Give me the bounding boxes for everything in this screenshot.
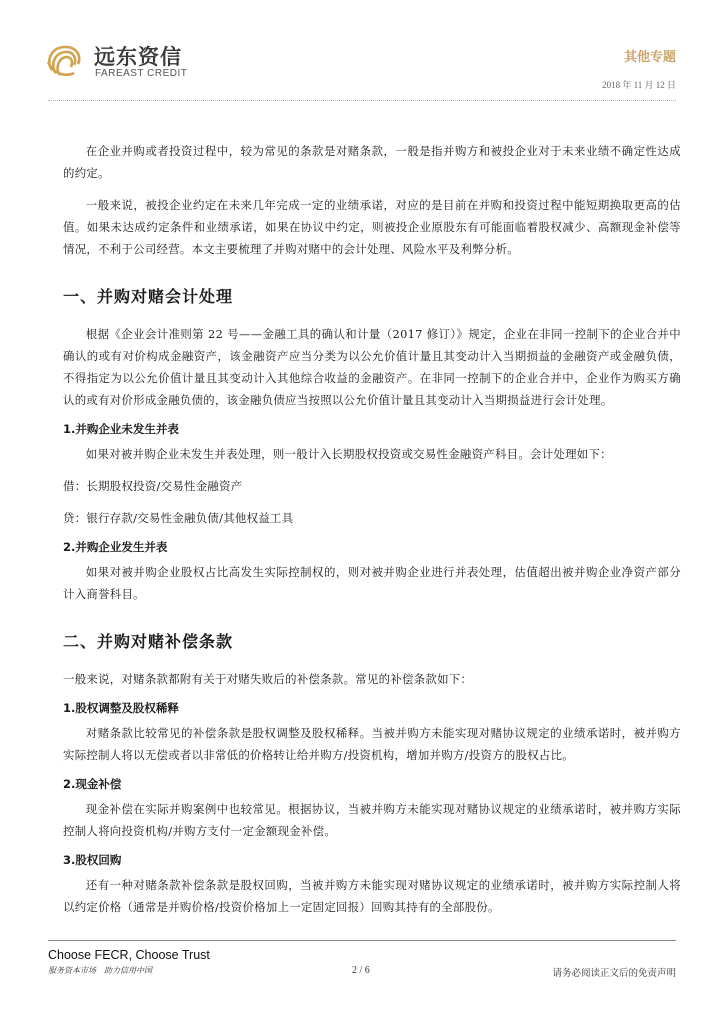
- page-footer: [0, 930, 724, 1024]
- clause-3-title: 3.股权回购: [63, 853, 122, 867]
- footer-slogan: Choose FECR, Choose Trust: [48, 948, 210, 962]
- footer-subslogan: 服务资本市场 助力信用中国: [48, 966, 152, 975]
- subsection-1-text: 如果对被并购企业未发生并表处理，则一般计入长期股权投资或交易性金融资产科目。会计处理如下：: [85, 447, 612, 461]
- section-tag: 其他专题: [623, 50, 676, 65]
- brand-name-cn: 远东资信: [94, 45, 182, 69]
- clause-2-title: 2.现金补偿: [63, 777, 122, 791]
- debit-entry: 借：长期股权投资/交易性金融资产: [63, 479, 243, 493]
- credit-entry: 贷：银行存款/交易性金融负债/其他权益工具: [63, 511, 294, 525]
- subsection-2-title: 2.并购企业发生并表: [63, 540, 168, 554]
- intro-paragraph-2: 一般来说，被投企业约定在未来几年完成一定的业绩承诺，对应的是目前在并购和投资过程中能短期换取更高的估值。如果未达成约定条件和业绩承诺，如果在协议中约定，则被投企业原股东有可能面临着股权减少、高额现金补偿等情况，不利于公司经营。本文主要梳理了并购对赌中的会计处理、风险水平及利弊分析。: [63, 198, 681, 256]
- subsection-2-text: 如果对被并购企业股权占比高发生实际控制权的，则对被并购企业进行并表处理，估值超出被并购企业净资产部分计入商誉科目。: [63, 565, 681, 601]
- fareast-logo-icon: [44, 40, 84, 80]
- disclaimer-note: 请务必阅读正文后的免责声明: [552, 968, 676, 979]
- header-divider: [48, 100, 676, 101]
- clause-1-title: 1.股权调整及股权稀释: [63, 701, 179, 715]
- section-2-title: 二、并购对赌补偿条款: [63, 632, 234, 651]
- section-2-intro: 一般来说，对赌条款都附有关于对赌失败后的补偿条款。常见的补偿条款如下：: [63, 672, 473, 686]
- intro-paragraph-1: 在企业并购或者投资过程中，较为常见的条款是对赌条款，一般是指并购方和被投企业对于未来业绩不确定性达成的约定。: [63, 144, 681, 180]
- page-header: [0, 0, 724, 110]
- section-1-intro: 根据《企业会计准则第 22 号——金融工具的确认和计量（2017 修订）》规定，企业在非同一控制下的企业合并中确认的或有对价构成金融资产，该金融资产应当分类为以公允价值计量且其变动计入当期损益的金融资产或金融负债，不得指定为以公允价值计量且其变动计入其他综合收益的金融资产。在非同一控制下的企业合并中，企业作为购买方确认的或有对价形成金融负债的，该金融负债应当按照以公允价值计量且其变动计入当期损益进行会计处理。: [63, 327, 681, 407]
- section-1-title: 一、并购对赌会计处理: [63, 287, 234, 306]
- brand-name-en: FAREAST CREDIT: [95, 68, 188, 79]
- main-content: [63, 140, 681, 922]
- clause-1-text: 对赌条款比较常见的补偿条款是股权调整及股权稀释。当被并购方未能实现对赌协议规定的业绩承诺时，被并购方实际控制人将以无偿或者以非常低的价格转让给并购方/投资机构，增加并购方/投资方的股权占比。: [63, 726, 681, 762]
- clause-3-text: 还有一种对赌条款补偿条款是股权回购，当被并购方未能实现对赌协议规定的业绩承诺时，被并购方实际控制人将以约定价格（通常是并购价格/投资价格加上一定固定回报）回购其持有的全部股份。: [63, 878, 681, 914]
- clause-2-text: 现金补偿在实际并购案例中也较常见。根据协议，当被并购方未能实现对赌协议规定的业绩承诺时，被并购方实际控制人将向投资机构/并购方支付一定金额现金补偿。: [63, 802, 681, 838]
- subsection-1-title: 1.并购企业未发生并表: [63, 422, 179, 436]
- footer-divider: [48, 940, 676, 941]
- page-number: 2 / 6: [352, 965, 370, 976]
- report-date: 2018 年 11 月 12 日: [602, 80, 676, 90]
- company-logo: [44, 40, 214, 80]
